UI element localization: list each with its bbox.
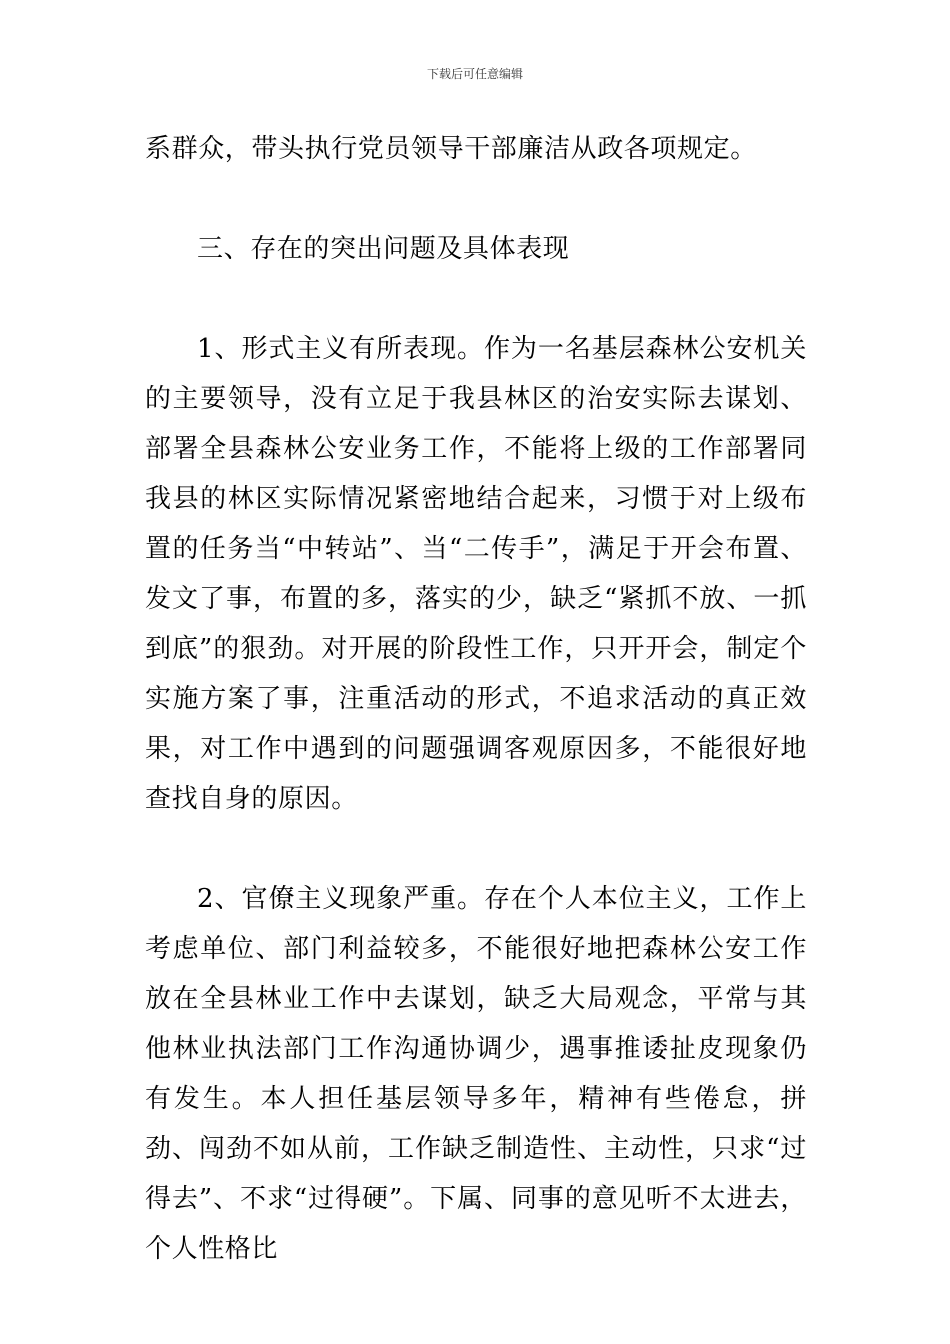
section-heading: 三、存在的突出问题及具体表现 xyxy=(197,234,570,264)
page-header: 下载后可任意编辑 xyxy=(426,67,523,81)
document-body xyxy=(145,124,807,1274)
paragraph-bureaucratism: 2、官僚主义现象严重。存在个人本位主义，工作上考虑单位、部门利益较多，不能很好地把森林公安工作放在全县林业工作中去谋划，缺乏大局观念，平常与其他林业执法部门工作沟通协调少，遇事推诿扯皮现象仍有发生。本人担任基层领导多年，精神有些倦怠，拼劲、闯劲不如从前，工作缺乏制造性、主动性，只求“过得去”、不求“过得硬”。下属、同事的意见听不太进去，个人性格比 xyxy=(145,884,807,1264)
paragraph-continuation: 系群众，带头执行党员领导干部廉洁从政各项规定。 xyxy=(145,134,757,164)
paragraph-formalism: 1、形式主义有所表现。作为一名基层森林公安机关的主要领导，没有立足于我县林区的治安实际去谋划、部署全县森林公安业务工作，不能将上级的工作部署同我县的林区实际情况紧密地结合起来，习惯于对上级布置的任务当“中转站”、当“二传手”，满足于开会布置、发文了事，布置的多，落实的少，缺乏“紧抓不放、一抓到底”的狠劲。对开展的阶段性工作，只开开会，制定个实施方案了事，注重活动的形式，不追求活动的真正效果，对工作中遇到的问题强调客观原因多，不能很好地查找自身的原因。 xyxy=(145,334,807,814)
